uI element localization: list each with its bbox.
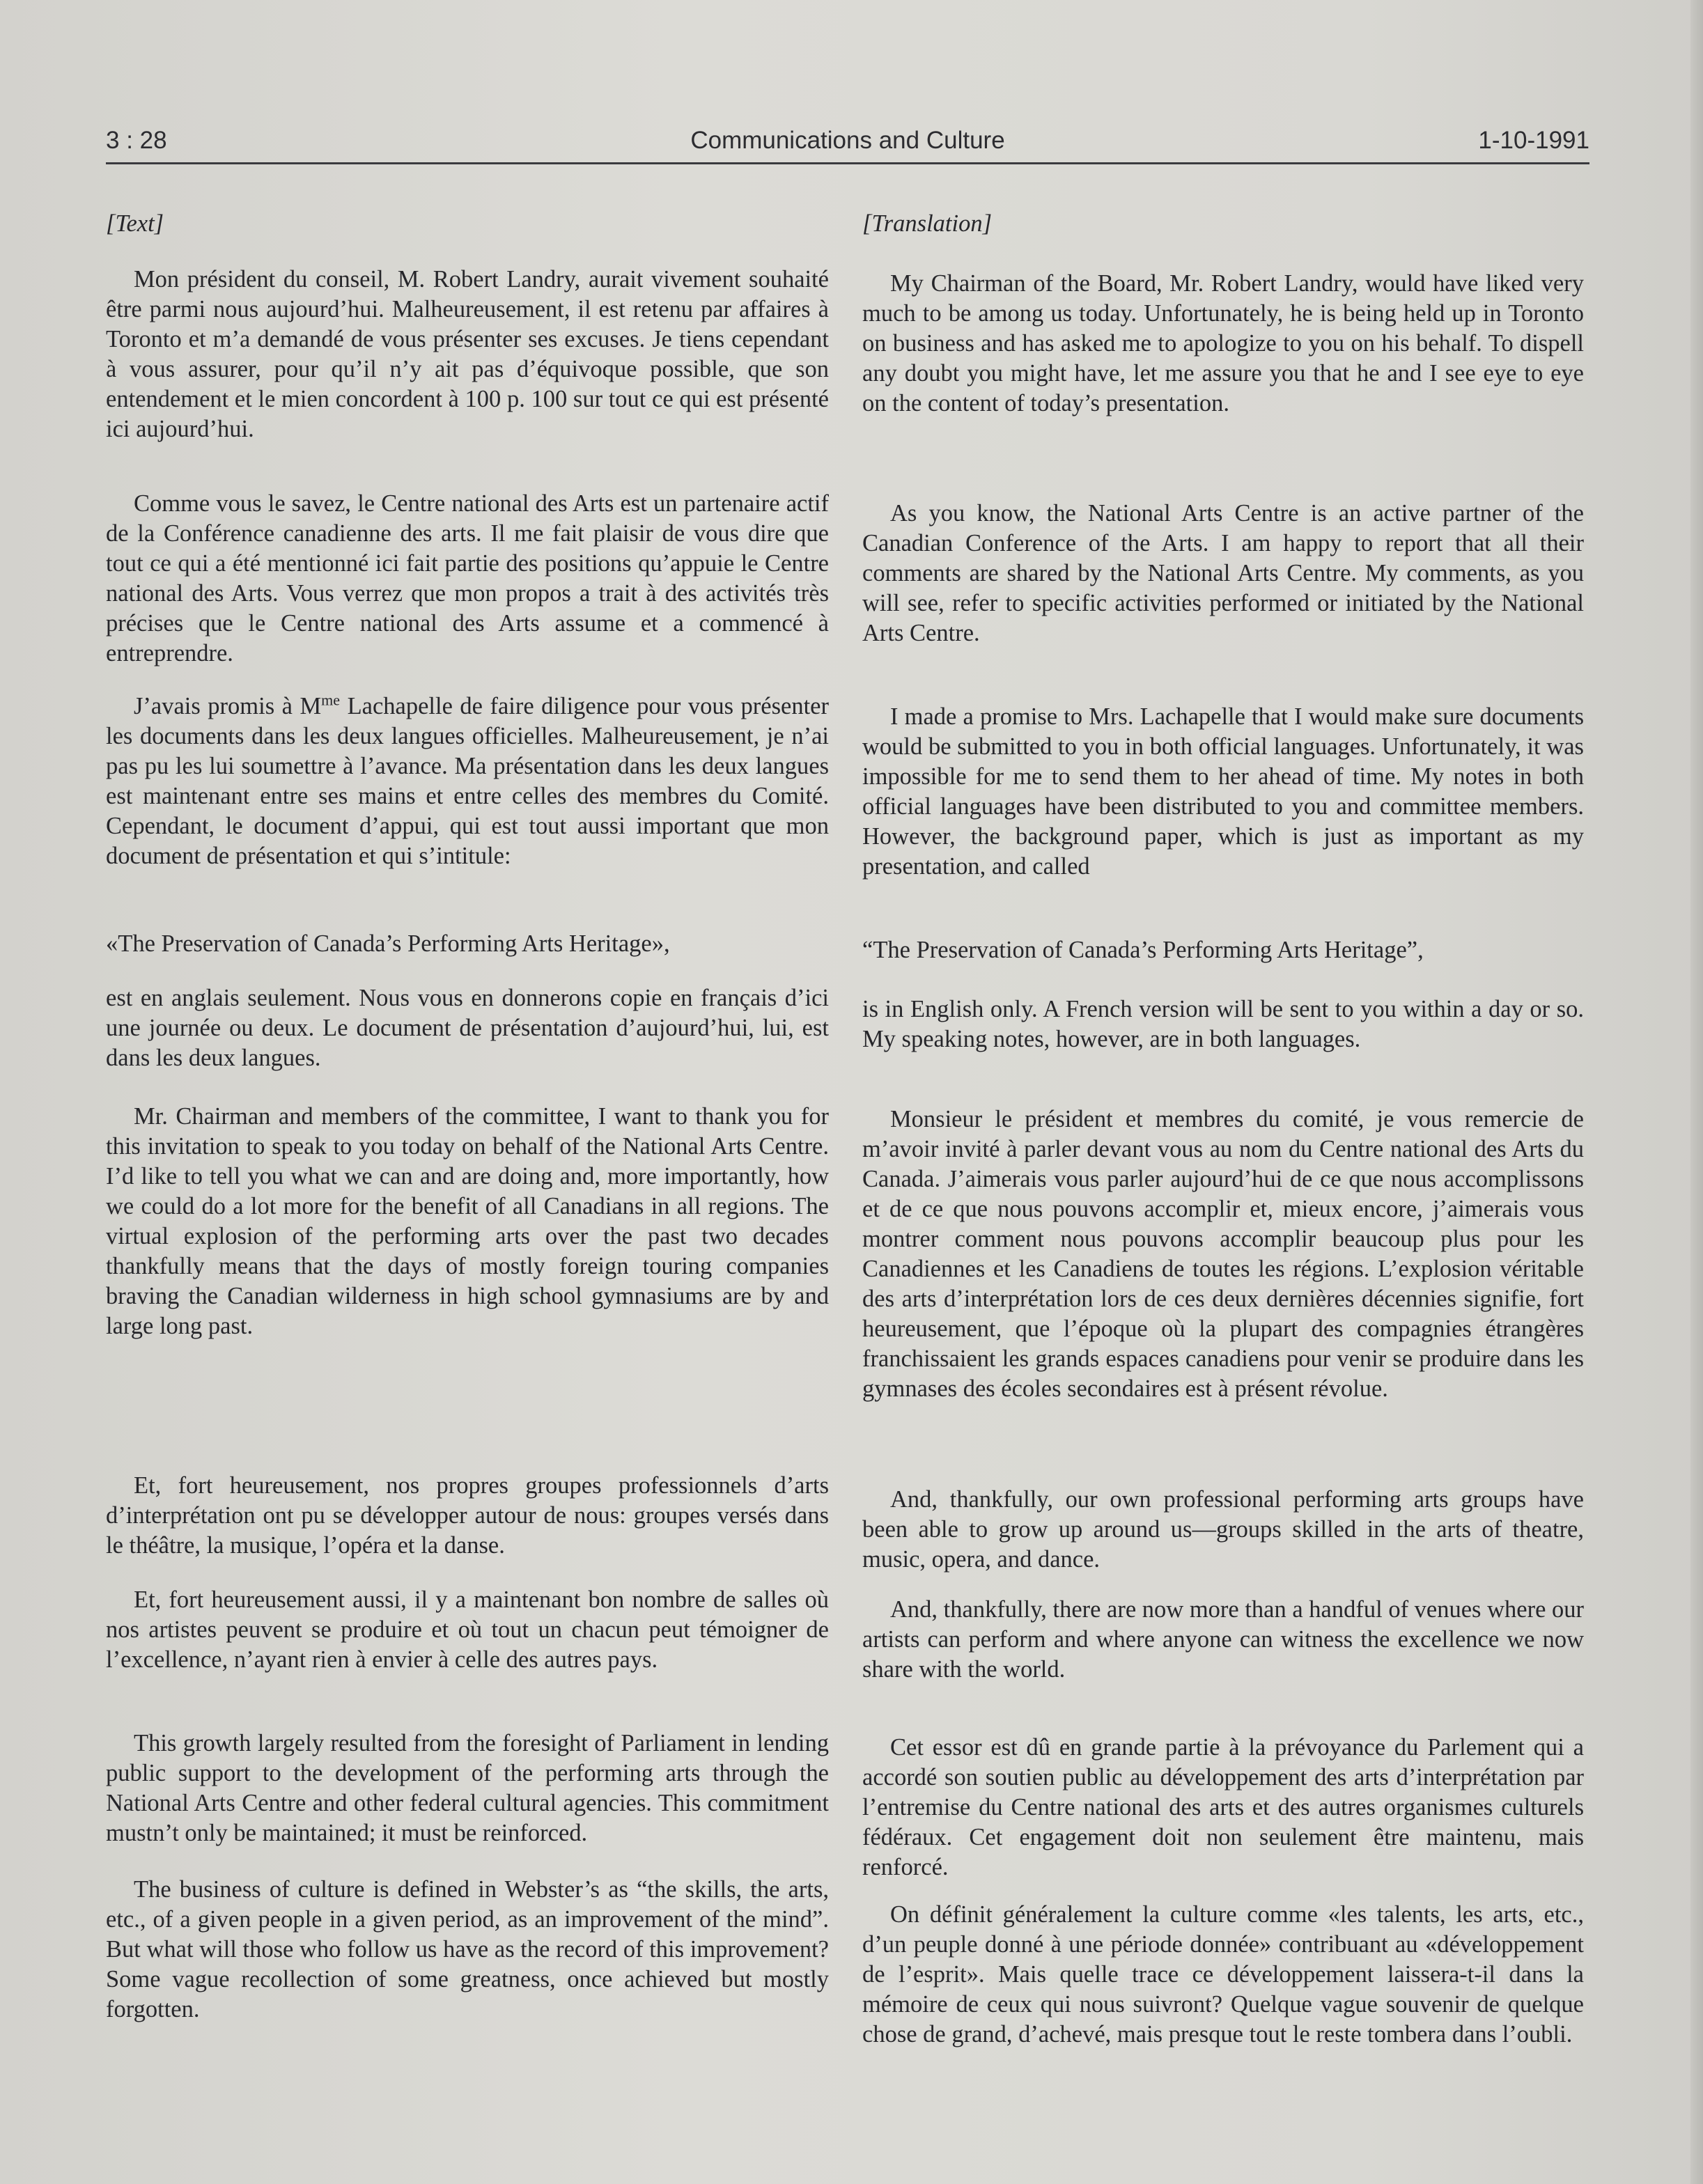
header-rule [106, 162, 1589, 164]
right-paragraph-4: “The Preservation of Canada’s Performing Arts Heritage”, [862, 937, 1424, 963]
right-paragraph-8: And, thankfully, there are now more than a handful of venues where our artists can perform and where anyone can witness the excellence we now share with the world. [862, 1596, 1585, 1683]
right-paragraph-9: Cet essor est dû en grande partie à la prévoyance du Parlement qui a accordé son soutien public au développement des arts d’interprétation par l’entremise du Centre national des arts et des autres organismes culturels fédéraux. Cet engagement doit non seulement être maintenu, mais renforcé. [862, 1734, 1584, 1880]
left-paragraph-3 [106, 692, 829, 871]
left-label-wrap: [Text] [106, 210, 164, 237]
header-title: Communications and Culture [690, 127, 1005, 154]
right-paragraph-7: And, thankfully, our own professional performing arts groups have been able to grow up around us—groups skilled in the arts of theatre, music, opera, and dance. [862, 1486, 1584, 1573]
right-column-label: Translation [871, 210, 983, 237]
right-paragraph-3: I made a promise to Mrs. Lachapelle that I would make sure documents would be submitted to you in both official languages. Unfortunately, it was impossible for me to send them to her ahead of time. My notes in both official languages have been distributed to you and committee members. However, the background paper, which is just as important as my presentation, and called [862, 703, 1584, 880]
left-column-label: Text [115, 210, 155, 237]
right-column: [Translation] My Chairman of the Board, Mr. Robert Landry, would have liked very much to be among us today. Unfortunately, he is being held up in Toronto on business and has asked me to apologize to you on his behalf. To dispell any doubt you might have, let me assure you that he and I see eye to eye on the content of today’s presentation. As you know, the National Arts Centre is an active partner of the Canadian Conference of the Arts. I am happy to report that all their comments are shared by the National Arts Centre. My comments, as you will see, refer to specific activities performed or initiated by the National Arts Centre. I made a promise to Mrs. Lachapelle that I would make sure documents would be submitted to you in both official languages. Unfortunately, it was impossible for me to send them to her ahead of time. My notes in both official languages have been distributed to you and committee members. However, the background paper, which is just as important as my presentation, and called “The Preservation of Canada’s Performing Arts Heritage”, is in English only. A French version will be sent to you within a day or so. My speaking notes, however, are in both languages. Monsieur le président et membres du comité, je vous remercie de m’avoir invité à parler devant vous au nom du Centre national des Arts du Canada. J’aimerais vous parler aujourd’hui de ce que nous accomplissons et de ce que nous pouvons accomplir et, mieux encore, j’aimerais vous montrer comment nous pouvons accomplir beaucoup plus pour les Canadiennes et les Canadiens de toutes les régions. L’explosion véritable des arts d’interprétation lors de ces deux dernières décennies signifie, fort heureusement, que l’époque où la plupart des compagnies étrangères franchissaient les grands espaces canadiens pour venir se produire dans les gymnases des écoles secondaires est à présent révolue. And, thankfully, our own professional performing arts groups have been able to grow up around us—groups skilled in the arts of theatre, music, opera, and dance. And, thankfully, there are now more than a handful of venues where our artists can perform and where anyone can witness the excellence we now share with the world. Cet essor est dû en grande partie à la prévoyance du Parlement qui a accordé son soutien public au développement des arts d’interprétation par l’entremise du Centre national des arts et des autres organismes culturels fédéraux. Cet engagement doit non seulement être maintenu, mais renforcé. On définit généralement la culture comme «les talents, les arts, etc., d’un peuple donné à une période donnée» contribuant au «développement de l’esprit». Mais quelle trace ce développement laissera-t-il dans la mémoire de ceux qui nous suivront? Quelque vague souvenir de quelque chose de grand, d’achevé, mais presque tout le reste tombera dans l’oubli. [862, 209, 1584, 2089]
left-paragraph-6: Mr. Chairman and members of the committee, I want to thank you for this invitation to speak to you today on behalf of the National Arts Centre. I’d like to tell you what we can and are doing and, more importantly, how we could do a lot more for the benefit of all Canadians in all regions. The virtual explosion of the performing arts over the past two decades thankfully means that the days of mostly foreign touring companies braving the Canadian wilderness in high school gymnasiums are by and large long past. [106, 1103, 829, 1339]
left-paragraph-2: Comme vous le savez, le Centre national des Arts est un partenaire actif de la Conférence canadienne des arts. Il me fait plaisir de vous dire que tout ce qui a été mentionné ici fait partie des positions qu’appuie le Centre national des Arts. Vous verrez que mon propos a trait à des activités très précises que le Centre national des Arts assume et a commencé à entreprendre. [106, 490, 829, 666]
left-paragraph-5: est en anglais seulement. Nous vous en donnerons copie en français d’ici une journée ou deux. Le document de présentation d’aujourd’hui, lui, est dans les deux langues. [106, 985, 829, 1071]
left-paragraph-3-start: J’avais promis à M [134, 693, 322, 719]
right-paragraph-6: Monsieur le président et membres du comité, je vous remercie de m’avoir invité à parler devant vous au nom du Centre national des Arts du Canada. J’aimerais vous parler aujourd’hui de ce que nous accomplissons et de ce que nous pouvons accomplir et, mieux encore, j’aimerais vous montrer comment nous pouvons accomplir beaucoup plus pour les Canadiennes et les Canadiens de toutes les régions. L’explosion véritable des arts d’interprétation lors de ces deux dernières décennies signifie, fort heureusement, que l’époque où la plupart des compagnies étrangères franchissaient les grands espaces canadiens pour venir se produire dans les gymnases des écoles secondaires est à présent révolue. [862, 1106, 1584, 1402]
header-date: 1-10-1991 [1478, 127, 1589, 154]
running-header [106, 127, 1589, 162]
right-paragraph-10: On définit généralement la culture comme «les talents, les arts, etc., d’un peuple donné à une période donnée» contribuant au «développement de l’esprit». Mais quelle trace ce développement laissera-t-il dans la mémoire de ceux qui nous suivront? Quelque vague souvenir de quelque chose de grand, d’achevé, mais presque tout le reste tombera dans l’oubli. [862, 1901, 1584, 2048]
left-paragraph-10: The business of culture is defined in Webster’s as “the skills, the arts, etc., of a given people in a given period, as an improvement of the mind”. But what will those who follow us have as the record of this improvement? Some vague recollection of some greatness, once achieved but mostly forgotten. [106, 1876, 829, 2022]
left-paragraph-7: Et, fort heureusement, nos propres groupes professionnels d’arts d’interprétation ont pu se développer autour de nous: groupes versés dans le théâtre, la musique, l’opéra et la danse. [106, 1472, 829, 1559]
left-paragraph-1: Mon président du conseil, M. Robert Landry, aurait vivement souhaité être parmi nous aujourd’hui. Malheureusement, il est retenu par affaires à Toronto et m’a demandé de vous présenter ses excuses. Je tiens cependant à vous assurer, pour qu’il n’y ait pas d’équivoque possible, que son entendement et le mien concordent à 100 p. 100 sur tout ce qui est présenté ici aujourd’hui. [106, 266, 829, 442]
page-number: 3 : 28 [106, 127, 167, 154]
right-paragraph-1: My Chairman of the Board, Mr. Robert Landry, would have liked very much to be among us today. Unfortunately, he is being held up in Toronto on business and has asked me to apologize to you on his behalf. To dispell any doubt you might have, let me assure you that he and I see eye to eye on the content of today’s presentation. [862, 270, 1584, 416]
right-paragraph-2: As you know, the National Arts Centre is an active partner of the Canadian Conference of the Arts. I am happy to report that all their comments are shared by the National Arts Centre. My comments, as you will see, refer to specific activities performed or initiated by the National Arts Centre. [862, 500, 1584, 646]
right-paragraph-5: is in English only. A French version will be sent to you within a day or so. My speaking notes, however, are in both languages. [862, 996, 1584, 1052]
binding-edge [1690, 0, 1703, 2184]
left-paragraph-3-superscript: me [321, 691, 341, 709]
left-column [106, 209, 829, 2089]
left-paragraph-3-rest: Lachapelle de faire diligence pour vous présenter les documents dans les deux langues officielles. Malheureusement, je n’ai pas pu les lui soumettre à l’avance. Ma présentation dans les deux langues est maintenant entre ses mains et entre celles des membres du Comité. Cependant, le document d’appui, qui est tout aussi important que mon document de présentation et qui s’intitule: [106, 693, 829, 869]
left-paragraph-9: This growth largely resulted from the foresight of Parliament in lending public support to the development of the performing arts through the National Arts Centre and other federal cultural agencies. This commitment mustn’t only be maintained; it must be reinforced. [106, 1730, 829, 1846]
left-paragraph-8: Et, fort heureusement aussi, il y a maintenant bon nombre de salles où nos artistes peuvent se produire et où tout un chacun peut témoigner de l’excellence, n’ayant rien à envier à celle des autres pays. [106, 1586, 829, 1673]
left-paragraph-4: «The Preservation of Canada’s Performing Arts Heritage», [106, 930, 670, 957]
